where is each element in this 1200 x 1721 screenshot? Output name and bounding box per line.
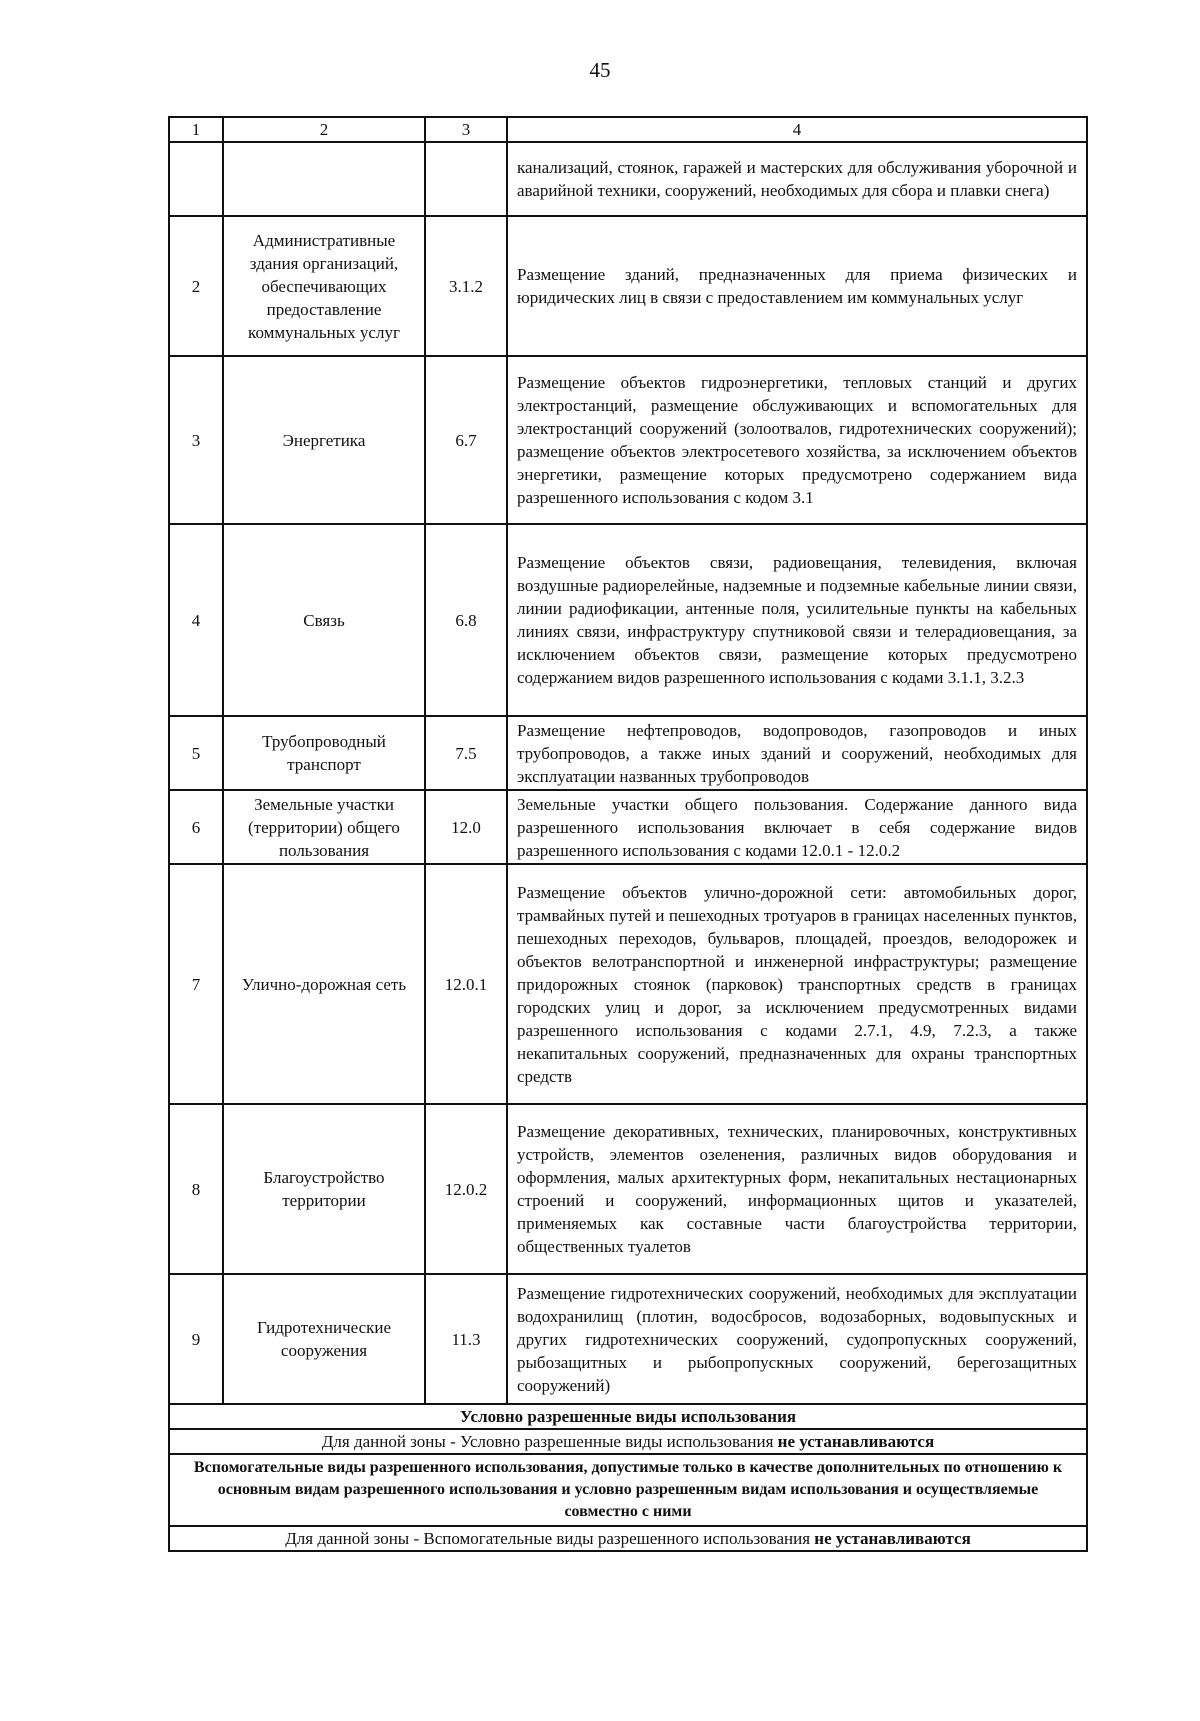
table-row [169,716,1087,790]
conditional-note-text: Для данной зоны - Условно разрешенные виды использования [321,1432,778,1451]
use-name [223,142,425,216]
use-code: 3.1.2 [425,216,507,356]
column-header: 3 [425,117,507,142]
auxiliary-note-text: Для данной зоны - Вспомогательные виды разрешенного использования [285,1529,815,1548]
use-description: Размещение гидротехнических сооружений, необходимых для эксплуатации водохранилищ (плотин, водосбросов, водозаборных, водовыпускных и других гидротехнических сооружений, судопропускных сооружений, рыбозащитных и рыбопропускных сооружений, берегозащитных сооружений) [507,1274,1087,1404]
table-row [169,1274,1087,1404]
row-number: 6 [169,790,223,864]
use-description: Размещение объектов улично-дорожной сети: автомобильных дорог, трамвайных путей и пешеходных тротуаров в границах населенных пунктов, пешеходных переходов, бульваров, площадей, проездов, велодорожек и объектов велотранспортной и инженерной инфраструктуры; размещение придорожных стоянок (парковок) транспортных средств в границах городских улиц и дорог, за исключением предусмотренных видами разрешенного использования с кодами 2.7.1, 4.9, 7.2.3, а также некапитальных сооружений, предназначенных для охраны транспортных средств [507,864,1087,1104]
table-row [169,142,1087,216]
use-description: канализаций, стоянок, гаражей и мастерских для обслуживания уборочной и аварийной техники, сооружений, необходимых для сбора и плавки снега) [507,142,1087,216]
use-description: Земельные участки общего пользования. Содержание данного вида разрешенного использования включает в себя содержание видов разрешенного использования с кодами 12.0.1 - 12.0.2 [507,790,1087,864]
auxiliary-note-emphasis: не устанавливаются [814,1529,971,1548]
use-name: Связь [223,524,425,716]
row-number: 2 [169,216,223,356]
row-number: 4 [169,524,223,716]
column-header: 1 [169,117,223,142]
table-row [169,356,1087,524]
use-name: Энергетика [223,356,425,524]
table-row [169,524,1087,716]
use-code: 11.3 [425,1274,507,1404]
auxiliary-uses-note-row [169,1526,1087,1551]
row-number: 8 [169,1104,223,1274]
use-description: Размещение объектов связи, радиовещания, телевидения, включая воздушные радиорелейные, надземные и подземные кабельные линии связи, линии радиофикации, антенные поля, усилительные пункты на кабельных линиях связи, инфраструктуру спутниковой связи и телерадиовещания, за исключением объектов связи, размещение которых предусмотрено содержанием видов разрешенного использования с кодами 3.1.1, 3.2.3 [507,524,1087,716]
auxiliary-uses-section-row [169,1454,1087,1526]
table-header-row [169,117,1087,142]
conditional-uses-note-row [169,1429,1087,1454]
use-code: 7.5 [425,716,507,790]
use-name: Земельные участки (территории) общего пользования [223,790,425,864]
use-code: 12.0 [425,790,507,864]
auxiliary-uses-note [169,1526,1087,1551]
conditional-uses-section-row [169,1404,1087,1429]
use-description: Размещение нефтепроводов, водопроводов, газопроводов и иных трубопроводов, а также иных зданий и сооружений, необходимых для эксплуатации названных трубопроводов [507,716,1087,790]
conditional-uses-note [169,1429,1087,1454]
row-number: 9 [169,1274,223,1404]
use-name: Административные здания организаций, обеспечивающих предоставление коммунальных услуг [223,216,425,356]
use-name: Трубопроводный транспорт [223,716,425,790]
use-code: 6.8 [425,524,507,716]
use-code [425,142,507,216]
conditional-uses-title: Условно разрешенные виды использования [169,1404,1087,1429]
page-number: 45 [589,58,611,82]
use-name: Благоустройство территории [223,1104,425,1274]
table-row [169,1104,1087,1274]
row-number: 3 [169,356,223,524]
conditional-note-emphasis: не устанавливаются [777,1432,935,1451]
table-row [169,864,1087,1104]
column-header: 2 [223,117,425,142]
use-name: Улично-дорожная сеть [223,864,425,1104]
row-number: 7 [169,864,223,1104]
table-row [169,216,1087,356]
use-code: 12.0.2 [425,1104,507,1274]
use-code: 12.0.1 [425,864,507,1104]
use-description: Размещение декоративных, технических, планировочных, конструктивных устройств, элементов озеленения, различных видов оборудования и оформления, малых архитектурных форм, некапитальных нестационарных строений и сооружений, информационных щитов и указателей, применяемых как составные части благоустройства территории, общественных туалетов [507,1104,1087,1274]
use-code: 6.7 [425,356,507,524]
row-number: 5 [169,716,223,790]
use-name: Гидротехнические сооружения [223,1274,425,1404]
row-number [169,142,223,216]
use-description: Размещение зданий, предназначенных для приема физических и юридических лиц в связи с предоставлением им коммунальных услуг [507,216,1087,356]
land-use-table [168,116,1088,1552]
column-header: 4 [507,117,1087,142]
auxiliary-uses-title: Вспомогательные виды разрешенного использования, допустимые только в качестве дополнительных по отношению к основным видам разрешенного использования и условно разрешенным видам использования и осуществляемые совместно с ними [169,1454,1087,1526]
table-row [169,790,1087,864]
use-description: Размещение объектов гидроэнергетики, тепловых станций и других электростанций, размещение обслуживающих и вспомогательных для электростанций сооружений (золоотвалов, гидротехнических сооружений); размещение объектов электросетевого хозяйства, за исключением объектов энергетики, размещение которых предусмотрено содержанием вида разрешенного использования с кодом 3.1 [507,356,1087,524]
